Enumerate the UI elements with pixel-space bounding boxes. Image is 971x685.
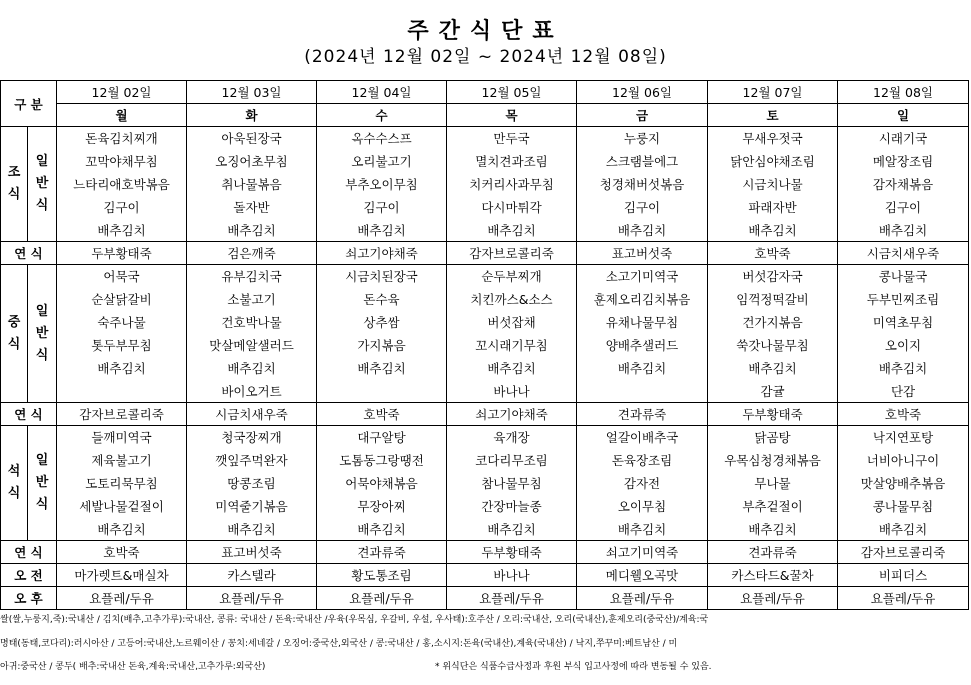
breakfast-menu-item: 배추김치	[577, 219, 708, 242]
lunch-menu-item: 양배추샐러드	[577, 334, 708, 357]
breakfast-menu-item: 배추김치	[708, 219, 838, 242]
am-snack-item: 카스텔라	[187, 564, 317, 587]
dinner-menu-item: 너비아니구이	[838, 449, 969, 472]
lunch-menu-item: 상추쌈	[317, 311, 447, 334]
dinner-menu-item: 부추겉절이	[708, 495, 838, 518]
lunch-menu-item: 버섯감자국	[708, 265, 838, 288]
lunch-menu-item: 훈제오리김치볶음	[577, 288, 708, 311]
dinner-menu-item: 도토리묵무침	[57, 472, 187, 495]
lunch-menu-item: 배추김치	[838, 357, 969, 380]
section-header-label: 구 분	[1, 81, 57, 127]
lunch-menu-item: 단감	[838, 380, 969, 403]
dinner-menu-item: 닭곰탕	[708, 426, 838, 449]
breakfast-menu-item: 느타리애호박볶음	[57, 173, 187, 196]
day-header: 토	[708, 104, 838, 127]
breakfast-label: 조 식	[1, 127, 28, 242]
breakfast-menu-item: 김구이	[577, 196, 708, 219]
dinner-menu-item: 도톰동그랑땡전	[317, 449, 447, 472]
lunch-menu-item: 바이오거트	[187, 380, 317, 403]
lunch-menu-item: 돈수육	[317, 288, 447, 311]
lunch-menu-item: 소고기미역국	[577, 265, 708, 288]
dinner-menu-item: 맛살양배추볶음	[838, 472, 969, 495]
dinner-porridge-item: 견과류죽	[317, 541, 447, 564]
breakfast-menu-item: 돌자반	[187, 196, 317, 219]
dinner-menu-item: 배추김치	[708, 518, 838, 541]
dinner-menu-item: 배추김치	[447, 518, 577, 541]
dinner-menu-item: 세발나물겉절이	[57, 495, 187, 518]
lunch-menu-item: 오이지	[838, 334, 969, 357]
breakfast-menu-item: 배추김치	[317, 219, 447, 242]
lunch-menu-item: 바나나	[447, 380, 577, 403]
lunch-menu-item: 버섯잡채	[447, 311, 577, 334]
am-snack-label: 오 전	[1, 564, 57, 587]
am-snack-item: 황도통조림	[317, 564, 447, 587]
dinner-porridge-item: 쇠고기미역죽	[577, 541, 708, 564]
dinner-menu-item: 무장아찌	[317, 495, 447, 518]
lunch-menu-item: 배추김치	[577, 357, 708, 380]
breakfast-porridge-label: 연 식	[1, 242, 57, 265]
dinner-menu-item: 배추김치	[57, 518, 187, 541]
date-header: 12월 05일	[447, 81, 577, 104]
pm-snack-item: 요플레/두유	[447, 587, 577, 610]
lunch-menu-item: 쑥갓나물무침	[708, 334, 838, 357]
breakfast-menu-item: 배추김치	[447, 219, 577, 242]
breakfast-menu-item: 청경채버섯볶음	[577, 173, 708, 196]
lunch-label: 중 식	[1, 265, 28, 403]
day-header: 일	[838, 104, 969, 127]
lunch-menu-item: 배추김치	[317, 357, 447, 380]
lunch-menu-item: 배추김치	[187, 357, 317, 380]
lunch-menu-item: 유부김치국	[187, 265, 317, 288]
breakfast-menu-item: 스크램블에그	[577, 150, 708, 173]
breakfast-menu-item: 시래기국	[838, 127, 969, 150]
footnote-disclaimer: * 위식단은 식품수급사정과 후원 부식 입고사정에 따라 변동될 수 있음.	[435, 662, 712, 672]
date-range: (2024년 12월 02일 ~ 2024년 12월 08일)	[304, 47, 667, 67]
dinner-porridge-label: 연 식	[1, 541, 57, 564]
date-header: 12월 08일	[838, 81, 969, 104]
lunch-menu-item: 배추김치	[57, 357, 187, 380]
breakfast-menu-item: 옥수수스프	[317, 127, 447, 150]
dinner-label: 석 식	[1, 426, 28, 541]
date-header: 12월 04일	[317, 81, 447, 104]
breakfast-menu-item: 닭안심야채조림	[708, 150, 838, 173]
dinner-porridge-item: 두부황태죽	[447, 541, 577, 564]
am-snack-item: 비피더스	[838, 564, 969, 587]
dinner-menu-item: 낙지연포탕	[838, 426, 969, 449]
date-header: 12월 03일	[187, 81, 317, 104]
breakfast-menu-item: 배추김치	[187, 219, 317, 242]
pm-snack-item: 요플레/두유	[57, 587, 187, 610]
dinner-menu-item: 우목심청경채볶음	[708, 449, 838, 472]
breakfast-menu-item: 오리불고기	[317, 150, 447, 173]
lunch-menu-item: 건가지볶음	[708, 311, 838, 334]
lunch-menu-item: 어묵국	[57, 265, 187, 288]
page-title: 주간식단표	[407, 19, 564, 44]
dinner-sub-label: 일 반 식	[28, 426, 57, 541]
breakfast-menu-item: 꼬막야채무침	[57, 150, 187, 173]
breakfast-menu-item: 메알장조림	[838, 150, 969, 173]
pm-snack-label: 오 후	[1, 587, 57, 610]
dinner-porridge-item: 표고버섯죽	[187, 541, 317, 564]
breakfast-menu-item: 누룽지	[577, 127, 708, 150]
breakfast-menu-item: 김구이	[838, 196, 969, 219]
day-header: 목	[447, 104, 577, 127]
lunch-menu-item: 건호박나물	[187, 311, 317, 334]
breakfast-menu-item: 배추김치	[57, 219, 187, 242]
breakfast-menu-item: 무새우젓국	[708, 127, 838, 150]
dinner-menu-item: 땅콩조림	[187, 472, 317, 495]
pm-snack-item: 요플레/두유	[708, 587, 838, 610]
breakfast-menu-item: 돈육김치찌개	[57, 127, 187, 150]
breakfast-menu-item: 시금치나물	[708, 173, 838, 196]
breakfast-porridge-item: 쇠고기야채죽	[317, 242, 447, 265]
dinner-porridge-item: 견과류죽	[708, 541, 838, 564]
lunch-menu-item: 순살닭갈비	[57, 288, 187, 311]
day-header: 화	[187, 104, 317, 127]
lunch-porridge-item: 두부황태죽	[708, 403, 838, 426]
breakfast-porridge-item: 호박죽	[708, 242, 838, 265]
dinner-menu-item: 대구알탕	[317, 426, 447, 449]
lunch-porridge-label: 연 식	[1, 403, 57, 426]
breakfast-menu-item: 멸치견과조림	[447, 150, 577, 173]
lunch-menu-item	[317, 380, 447, 403]
dinner-porridge-item: 감자브로콜리죽	[838, 541, 969, 564]
lunch-menu-item: 배추김치	[708, 357, 838, 380]
pm-snack-item: 요플레/두유	[187, 587, 317, 610]
lunch-menu-item: 감귤	[708, 380, 838, 403]
lunch-menu-item: 미역초무침	[838, 311, 969, 334]
lunch-porridge-item: 견과류죽	[577, 403, 708, 426]
breakfast-sub-label: 일 반 식	[28, 127, 57, 242]
lunch-menu-item: 맛살메알샐러드	[187, 334, 317, 357]
am-snack-item: 바나나	[447, 564, 577, 587]
dinner-menu-item: 육개장	[447, 426, 577, 449]
breakfast-porridge-item: 두부황태죽	[57, 242, 187, 265]
dinner-menu-item: 배추김치	[838, 518, 969, 541]
lunch-menu-item: 가지볶음	[317, 334, 447, 357]
dinner-menu-item: 배추김치	[317, 518, 447, 541]
breakfast-menu-item: 아욱된장국	[187, 127, 317, 150]
breakfast-menu-item: 취나물볶음	[187, 173, 317, 196]
pm-snack-item: 요플레/두유	[838, 587, 969, 610]
dinner-menu-item: 제육불고기	[57, 449, 187, 472]
dinner-menu-item: 콩나물무침	[838, 495, 969, 518]
dinner-menu-item: 오이무침	[577, 495, 708, 518]
dinner-menu-item: 돈육장조림	[577, 449, 708, 472]
dinner-porridge-item: 호박죽	[57, 541, 187, 564]
dinner-menu-item: 배추김치	[187, 518, 317, 541]
breakfast-porridge-item: 검은깨죽	[187, 242, 317, 265]
dinner-menu-item: 어묵야채볶음	[317, 472, 447, 495]
breakfast-menu-item: 배추김치	[838, 219, 969, 242]
footnote-origin-3: 아귀:중국산 / 콩두( 배추:국내산 돈육,계육:국내산,고추가루:외국산)	[0, 662, 266, 672]
lunch-menu-item: 치킨까스&소스	[447, 288, 577, 311]
breakfast-porridge-item: 감자브로콜리죽	[447, 242, 577, 265]
dinner-menu-item: 코다리무조림	[447, 449, 577, 472]
lunch-porridge-item: 호박죽	[838, 403, 969, 426]
breakfast-menu-item: 만두국	[447, 127, 577, 150]
dinner-menu-item: 청국장찌개	[187, 426, 317, 449]
lunch-menu-item: 톳두부무침	[57, 334, 187, 357]
lunch-menu-item: 두부민찌조림	[838, 288, 969, 311]
breakfast-menu-item: 김구이	[57, 196, 187, 219]
breakfast-menu-item: 다시마튀각	[447, 196, 577, 219]
dinner-menu-item: 배추김치	[577, 518, 708, 541]
lunch-menu-item: 순두부찌개	[447, 265, 577, 288]
lunch-menu-item	[577, 380, 708, 403]
breakfast-porridge-item: 시금치새우죽	[838, 242, 969, 265]
lunch-menu-item: 꼬시래기무침	[447, 334, 577, 357]
am-snack-item: 메디웰오곡맛	[577, 564, 708, 587]
lunch-porridge-item: 호박죽	[317, 403, 447, 426]
breakfast-menu-item: 치커리사과무침	[447, 173, 577, 196]
lunch-menu-item: 시금치된장국	[317, 265, 447, 288]
lunch-menu-item: 임꺽정떡갈비	[708, 288, 838, 311]
date-header: 12월 06일	[577, 81, 708, 104]
pm-snack-item: 요플레/두유	[577, 587, 708, 610]
lunch-menu-item: 소불고기	[187, 288, 317, 311]
breakfast-menu-item: 김구이	[317, 196, 447, 219]
dinner-menu-item: 감자전	[577, 472, 708, 495]
day-header: 수	[317, 104, 447, 127]
dinner-menu-item: 들깨미역국	[57, 426, 187, 449]
lunch-menu-item: 배추김치	[447, 357, 577, 380]
dinner-menu-item: 미역줄기볶음	[187, 495, 317, 518]
footnote-origin-1: 쌀(쌀,누룽지,죽):국내산 / 김치(배추,고추가루):국내산, 콩류: 국내산 / 돈육:국내산 /우육(우목심, 우갈비, 우설, 우사태):호주산 / 오리:국내산, 오리(국내산),훈제오리(중국산)/계육:국	[0, 615, 709, 625]
dinner-menu-item: 깻잎주먹완자	[187, 449, 317, 472]
dinner-menu-item: 참나물무침	[447, 472, 577, 495]
footnote-origin-2: 명태(동태,코다리):러시아산 / 고등어:국내산,노르웨이산 / 꽁치:세네갈 / 오징어:중국산,외국산 / 콩:국내산 / 홍,소시지:돈육(국내산),계육(국내산) / 낙지,쭈꾸미:베트남산 / 미	[0, 639, 678, 649]
am-snack-item: 카스타드&꿀차	[708, 564, 838, 587]
am-snack-item: 마가렛트&매실차	[57, 564, 187, 587]
lunch-menu-item: 콩나물국	[838, 265, 969, 288]
breakfast-menu-item: 부추오이무침	[317, 173, 447, 196]
lunch-menu-item: 유채나물무침	[577, 311, 708, 334]
lunch-porridge-item: 쇠고기야채죽	[447, 403, 577, 426]
dinner-menu-item: 얼갈이배추국	[577, 426, 708, 449]
day-header: 월	[57, 104, 187, 127]
breakfast-menu-item: 오징어초무침	[187, 150, 317, 173]
lunch-sub-label: 일 반 식	[28, 265, 57, 403]
menu-table	[0, 80, 969, 610]
lunch-menu-item	[57, 380, 187, 403]
date-header: 12월 07일	[708, 81, 838, 104]
dinner-menu-item: 간장마늘종	[447, 495, 577, 518]
date-header: 12월 02일	[57, 81, 187, 104]
lunch-menu-item: 숙주나물	[57, 311, 187, 334]
day-header: 금	[577, 104, 708, 127]
breakfast-porridge-item: 표고버섯죽	[577, 242, 708, 265]
breakfast-menu-item: 파래자반	[708, 196, 838, 219]
lunch-porridge-item: 감자브로콜리죽	[57, 403, 187, 426]
pm-snack-item: 요플레/두유	[317, 587, 447, 610]
breakfast-menu-item: 감자채볶음	[838, 173, 969, 196]
lunch-porridge-item: 시금치새우죽	[187, 403, 317, 426]
dinner-menu-item: 무나물	[708, 472, 838, 495]
